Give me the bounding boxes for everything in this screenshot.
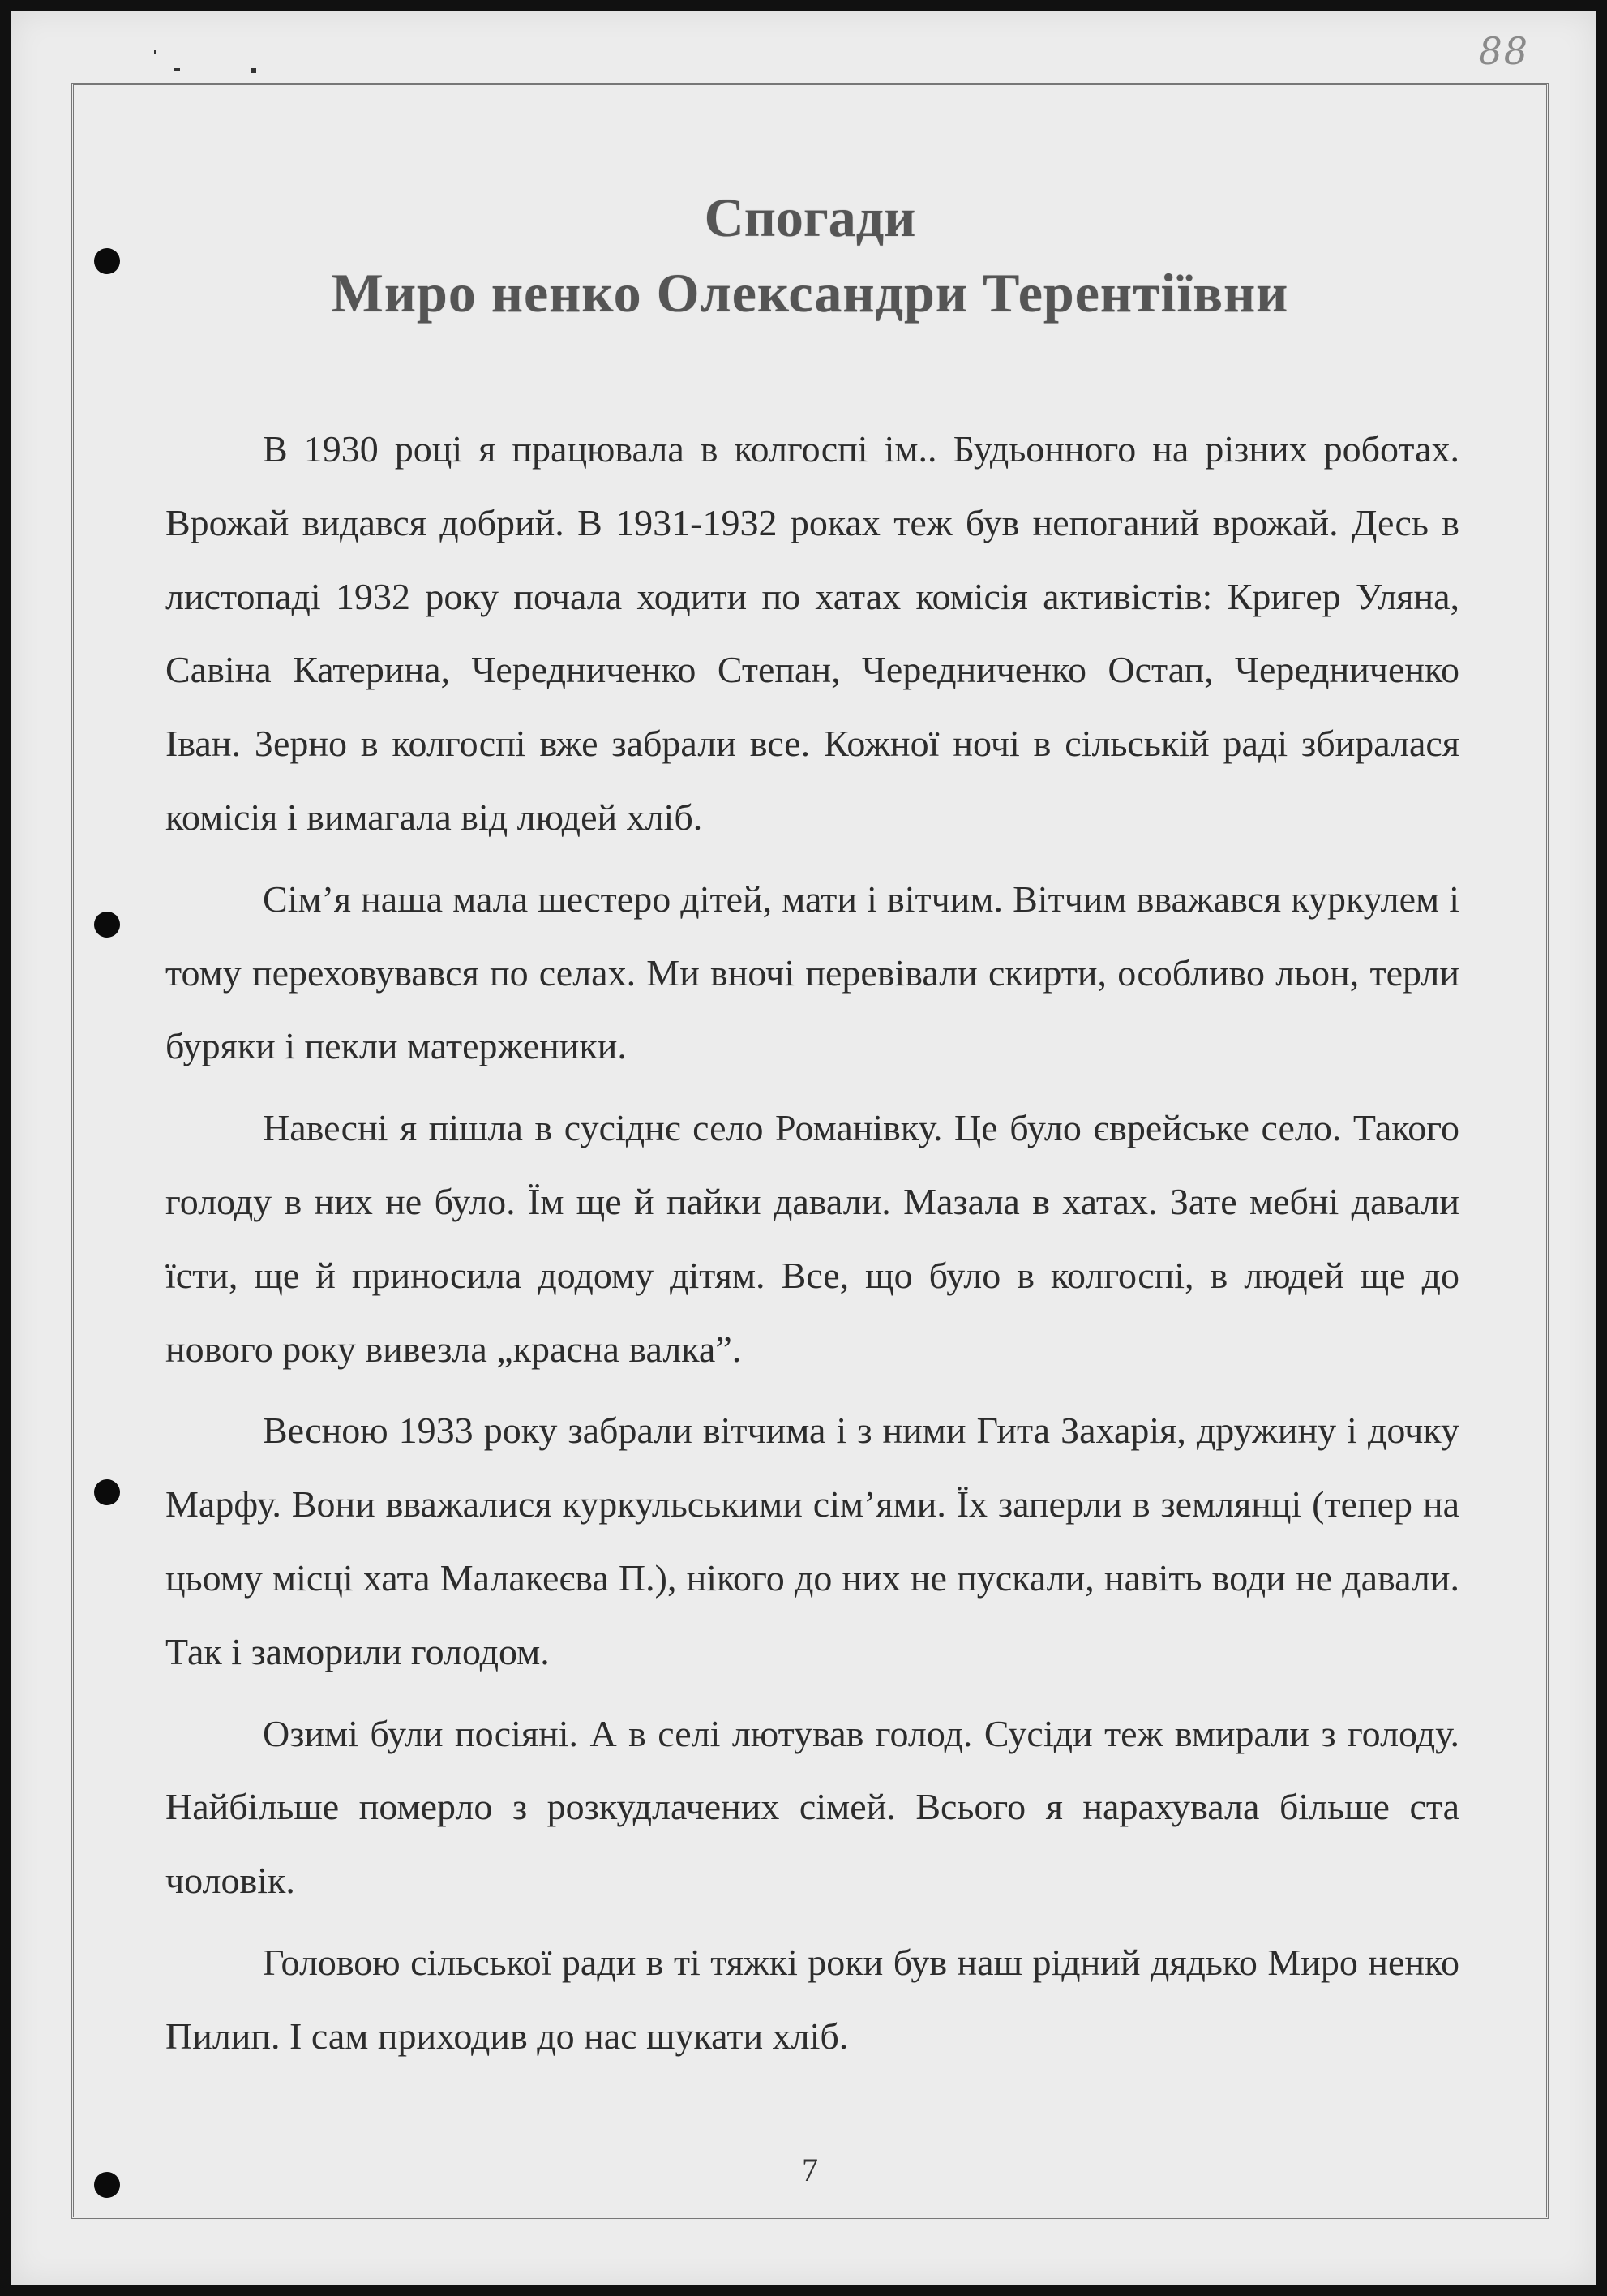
paragraph: Головою сільської ради в ті тяжкі роки був наш рідний дядько Миро ненко Пилип. І сам приходив до нас шукати хліб. bbox=[165, 1941, 1459, 2057]
paragraph: Озимі були посіяні. А в селі лютував голод. Сусіди теж вмирали з голоду. Найбільше померло з розкудлачених сімей. Всього я нарахувала більше ста чоловік. bbox=[165, 1712, 1459, 1902]
scan-speck bbox=[251, 68, 256, 73]
document-page bbox=[11, 11, 1596, 2285]
scan-speck bbox=[154, 50, 156, 54]
paragraph: Сім’я наша мала шестеро дітей, мати і вітчим. Вітчим вважався куркулем і тому переховувався по селах. Ми вночі перевівали скирти, особливо льон, терли буряки і пекли матерженики. bbox=[165, 878, 1459, 1067]
paragraph: Навесні я пішла в сусіднє село Романівку. Це було єврейське село. Такого голоду в них не було. Їм ще й пайки давали. Мазала в хатах. Зате мебні давали їсти, ще й приносила додому дітям. Все, що було в колгоспі, в людей ще до нового року вивезла „красна валка”. bbox=[165, 1107, 1459, 1370]
paragraph: Весною 1933 року забрали вітчима і з ними Гита Захарія, дружину і дочку Марфу. Вони вважалися куркульськими сім’ями. Їх заперли в землянці (тепер на цьому місці хата Малакеєва П.), нікого до них не пускали, навіть води не давали. Так і заморили голодом. bbox=[165, 1410, 1459, 1672]
archive-folio-number: 88 bbox=[1478, 29, 1529, 73]
document-subtitle: Миро ненко Олександри Терентіївни bbox=[331, 262, 1289, 324]
page-number: 7 bbox=[802, 2152, 818, 2188]
punch-hole bbox=[94, 1479, 120, 1505]
scan-speck bbox=[174, 68, 180, 71]
document-title: Спогади bbox=[704, 187, 916, 248]
punch-hole bbox=[94, 912, 120, 938]
memoir-body bbox=[165, 413, 1459, 2082]
paragraph: В 1930 році я працювала в колгоспі ім.. Будьонного на різних роботах. Врожай видався добрий. В 1931-1932 роках теж був непоганий врожай. Десь в листопаді 1932 року почала ходити по хатах комісія активістів: Кригер Уляна, Савіна Катерина, Чередниченко Степан, Чередниченко Остап, Чередниченко Іван. Зерно в колгоспі вже забрали все. Кожної ночі в сільській раді збиралася комісія і вимагала від людей хліб. bbox=[165, 428, 1459, 838]
